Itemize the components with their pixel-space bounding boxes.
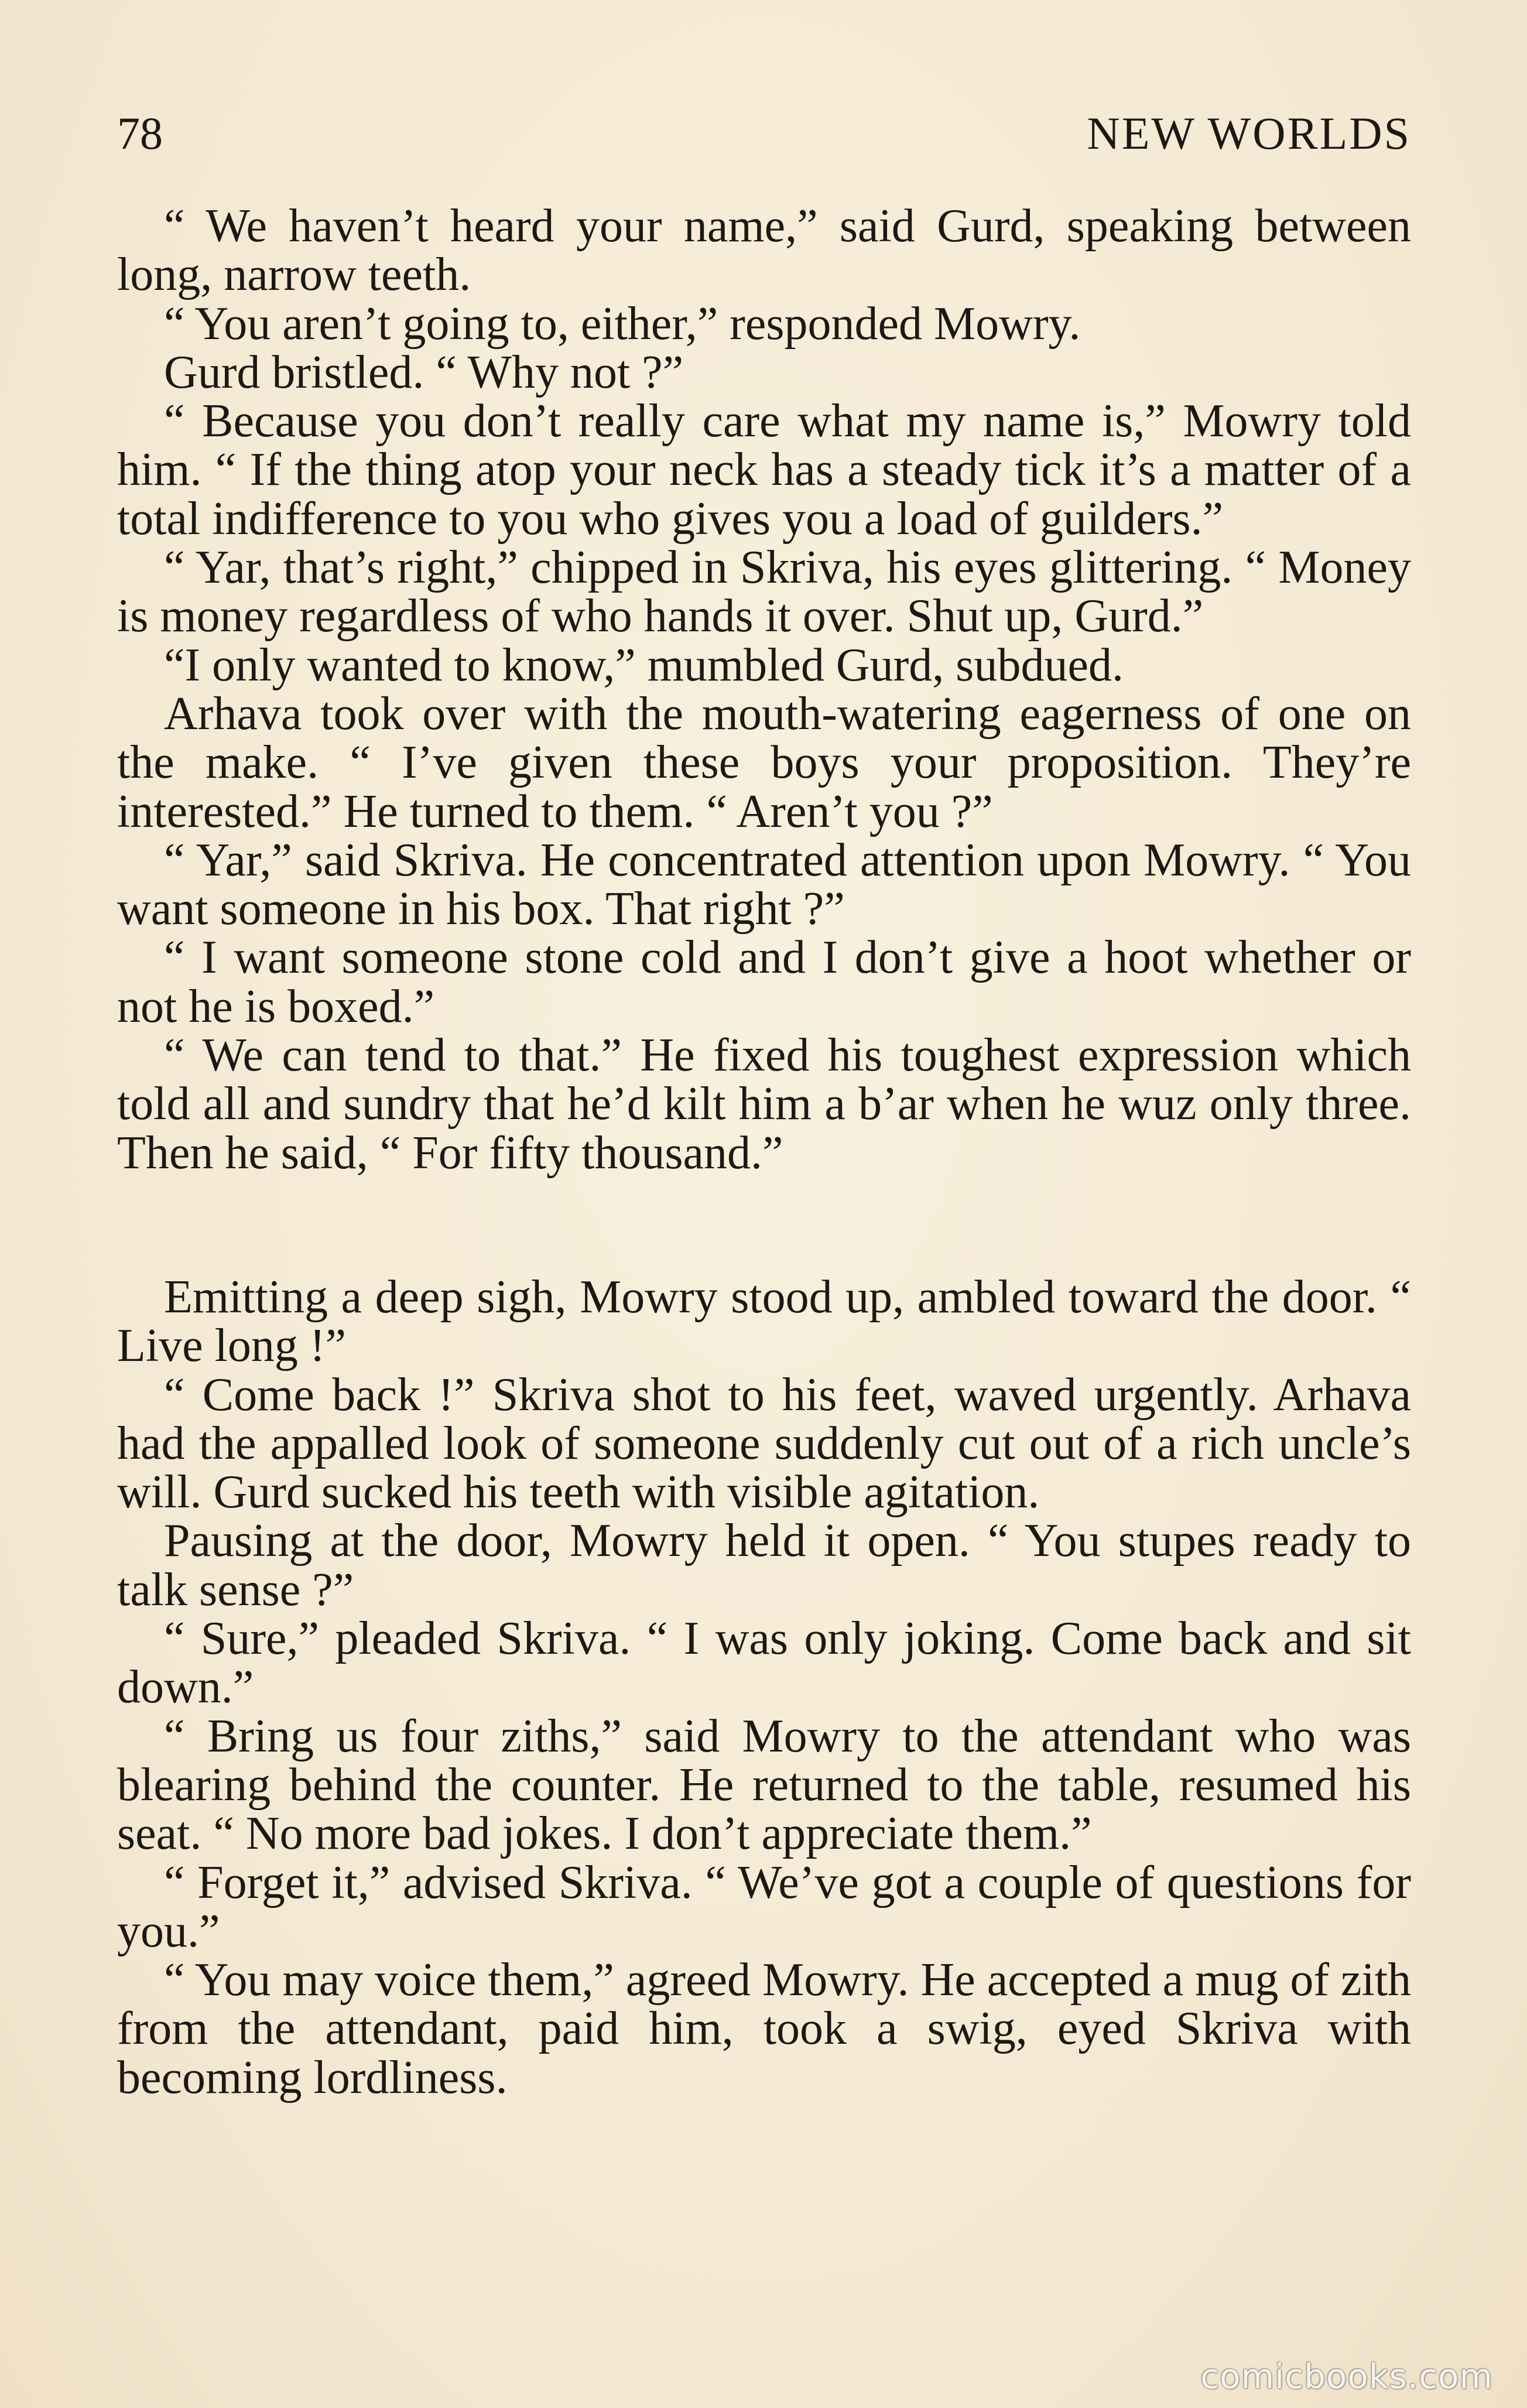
section-break	[117, 1178, 1411, 1273]
paragraph: “I only wanted to know,” mumbled Gurd, subdued.	[164, 639, 1124, 691]
paragraph: Pausing at the door, Mowry held it open. “ You stupes ready to talk sense ?”	[117, 1515, 1411, 1616]
section-2	[117, 1273, 1411, 2102]
page-header	[117, 104, 1411, 163]
section-1	[117, 202, 1411, 1178]
paragraph: “ Bring us four ziths,” said Mowry to the attendant who was blearing behind the counter. He returned to the table, resumed his seat. “ No more bad jokes. I don’t appreciate them.”	[117, 1710, 1411, 1860]
watermark-text: comicbooks.com	[1200, 2356, 1493, 2396]
paragraph: “ I want someone stone cold and I don’t give a hoot whether or not he is boxed.”	[117, 932, 1411, 1032]
paragraph: “ Forget it,” advised Skriva. “ We’ve got a couple of questions for you.”	[117, 1856, 1411, 1957]
paragraph: Arhava took over with the mouth-watering eagerness of one on the make. “ I’ve given these boys your proposition. They’re interested.” He turned to them. “ Aren’t you ?”	[117, 687, 1411, 837]
paragraph: “ Yar, that’s right,” chipped in Skriva, his eyes glittering. “ Money is money regardless of who hands it over. Shut up, Gurd.”	[117, 542, 1411, 642]
paragraph: “ We can tend to that.” He fixed his toughest expression which told all and sundry that he’d kilt him a b’ar when he wuz only three. Then he said, “ For fifty thousand.”	[117, 1029, 1411, 1179]
story-text	[117, 202, 1411, 2102]
paragraph: “ You may voice them,” agreed Mowry. He accepted a mug of zith from the attendant, paid him, took a swig, eyed Skriva with becoming lordliness.	[117, 1954, 1411, 2103]
paragraph: “ You aren’t going to, either,” responded Mowry.	[164, 297, 1081, 350]
paragraph: “ Yar,” said Skriva. He concentrated attention upon Mowry. “ You want someone in his box. That right ?”	[117, 834, 1411, 935]
running-head: NEW WORLDS	[1087, 108, 1411, 159]
paragraph: “ Because you don’t really care what my name is,” Mowry told him. “ If the thing atop your neck has a steady tick it’s a matter of a total indifference to you who gives you a load of guilders.”	[117, 395, 1411, 545]
page-number: 78	[117, 108, 163, 159]
paragraph: “ Sure,” pleaded Skriva. “ I was only joking. Come back and sit down.”	[117, 1613, 1411, 1713]
paragraph: Gurd bristled. “ Why not ?”	[164, 346, 684, 398]
paragraph: Emitting a deep sigh, Mowry stood up, ambled toward the door. “ Live long !”	[117, 1271, 1411, 1372]
paragraph: “ We haven’t heard your name,” said Gurd, speaking between long, narrow teeth.	[117, 200, 1411, 301]
paragraph: “ Come back !” Skriva shot to his feet, waved urgently. Arhava had the appalled look of someone suddenly cut out of a rich uncle’s will. Gurd sucked his teeth with visible agitation.	[117, 1369, 1411, 1518]
